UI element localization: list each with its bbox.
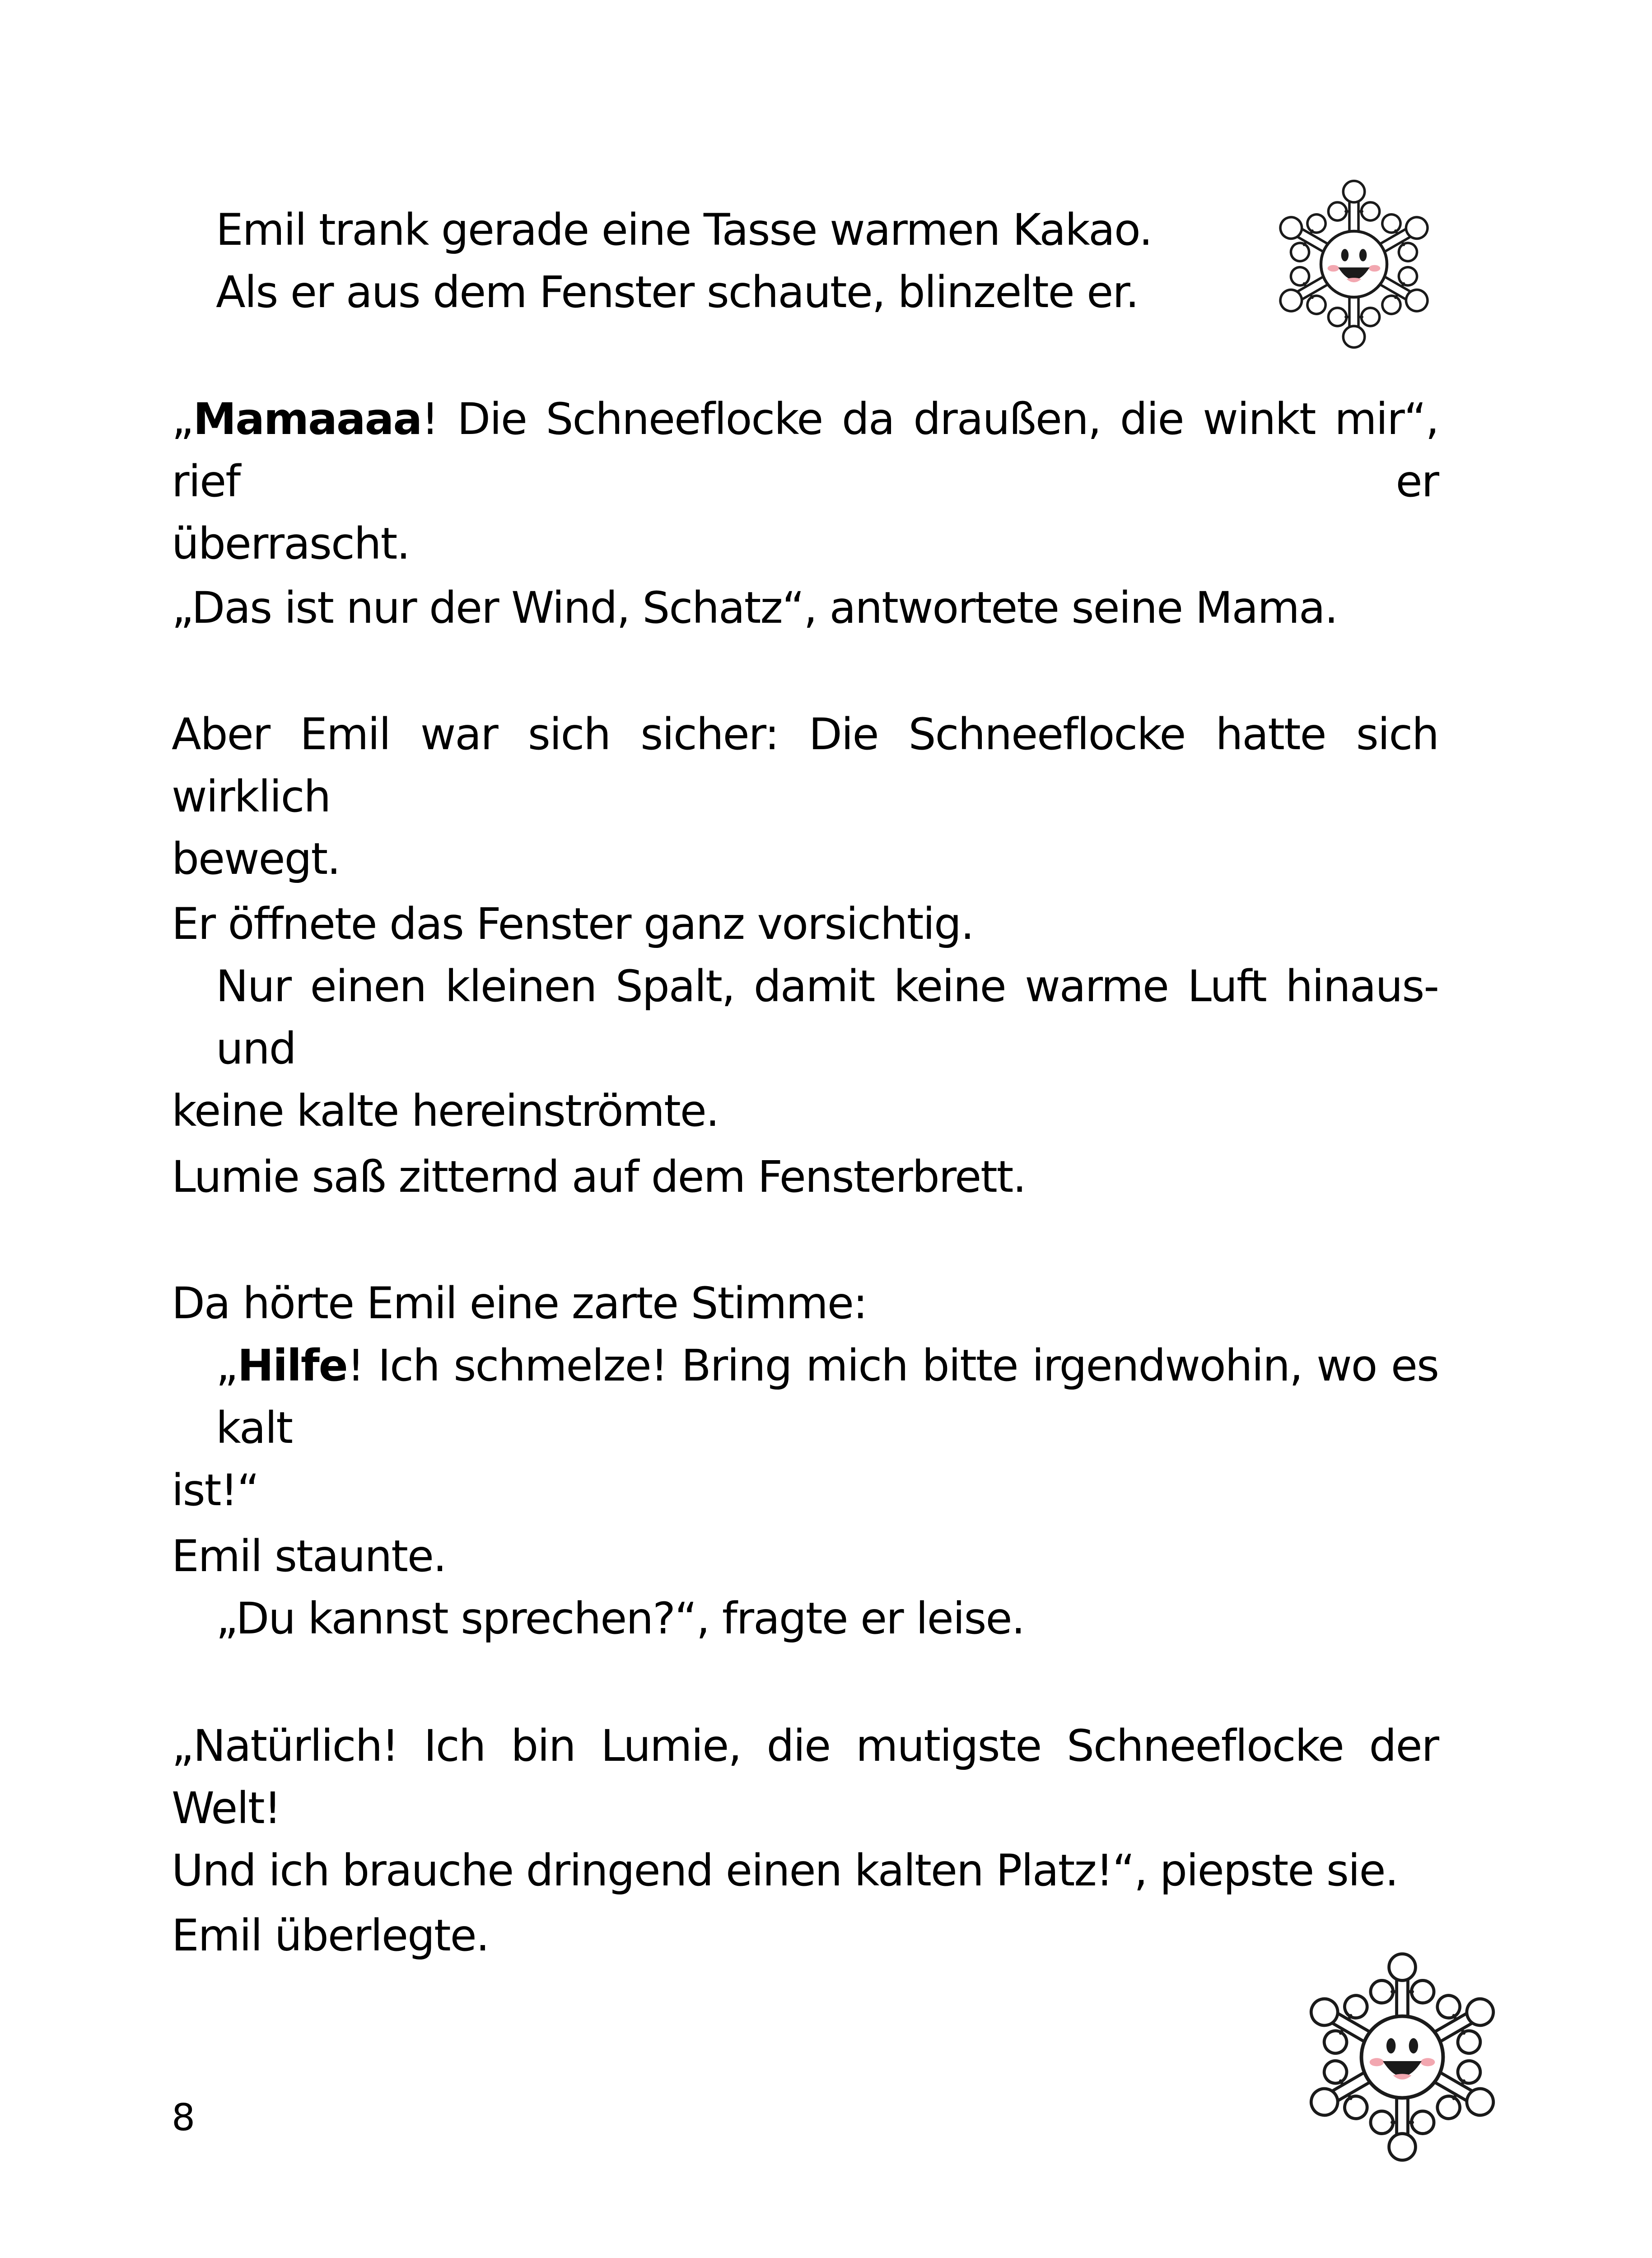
text-line: Emil überlegte. [172,1910,489,1961]
page-number: 8 [172,2096,196,2139]
text-line: überrascht. [172,518,410,569]
paragraph-4 [172,703,1438,890]
opening-quote: „ [172,394,193,444]
paragraph-3 [172,577,1438,639]
text-line: bewegt. [172,834,340,884]
paragraph-10 [172,1904,1438,1967]
text-line [172,388,1438,513]
text-line: Nur einen kleinen Spalt, damit keine warme Luft hinaus- und [216,961,1438,1074]
text-line: Er öffnete das Fenster ganz vorsichtig. [172,899,974,949]
text-line: Emil staunte. [172,1531,446,1582]
text-line: Als er aus dem Fenster schaute, blinzelte er. [216,267,1139,317]
text-line: „Natürlich! Ich bin Lumie, die mutigste Schneeflocke der Welt! [172,1721,1438,1833]
bold-word: Mamaaaa [193,394,422,444]
text-line [172,1334,1438,1459]
paragraph-2 [172,388,1438,575]
text-line: „Du kannst sprechen?“, fragte er leise. [216,1593,1025,1644]
smiling-snowflake-icon [1285,1928,1520,2186]
text-line: Lumie saß zitternd auf dem Fensterbrett. [172,1152,1026,1202]
text-line: keine kalte hereinströmte. [172,1086,719,1136]
paragraph-1 [172,199,1438,323]
paragraph-5 [172,893,1438,1142]
bold-word: Hilfe [237,1340,347,1391]
paragraph-6 [172,1146,1438,1208]
opening-quote: „ [216,1340,238,1391]
text-fragment: ! Die Schneeflocke da draußen, die winkt mir“, rief er [172,394,1438,507]
text-line: ist!“ [172,1465,259,1516]
paragraph-9 [172,1715,1438,1902]
text-line: Und ich brauche dringend einen kalten Platz!“, piepste sie. [172,1845,1398,1896]
paragraph-7 [172,1272,1438,1521]
text-line: Aber Emil war sich sicher: Die Schneeflocke hatte sich wirklich [172,709,1438,822]
text-fragment: ! Ich schmelze! Bring mich bitte irgendwohin, wo es kalt [216,1340,1438,1453]
text-line: Emil trank gerade eine Tasse warmen Kakao. [216,205,1152,255]
text-line: Da hörte Emil eine zarte Stimme: [172,1278,867,1329]
text-line: „Das ist nur der Wind, Schatz“, antwortete seine Mama. [172,583,1338,633]
paragraph-8 [172,1525,1438,1650]
